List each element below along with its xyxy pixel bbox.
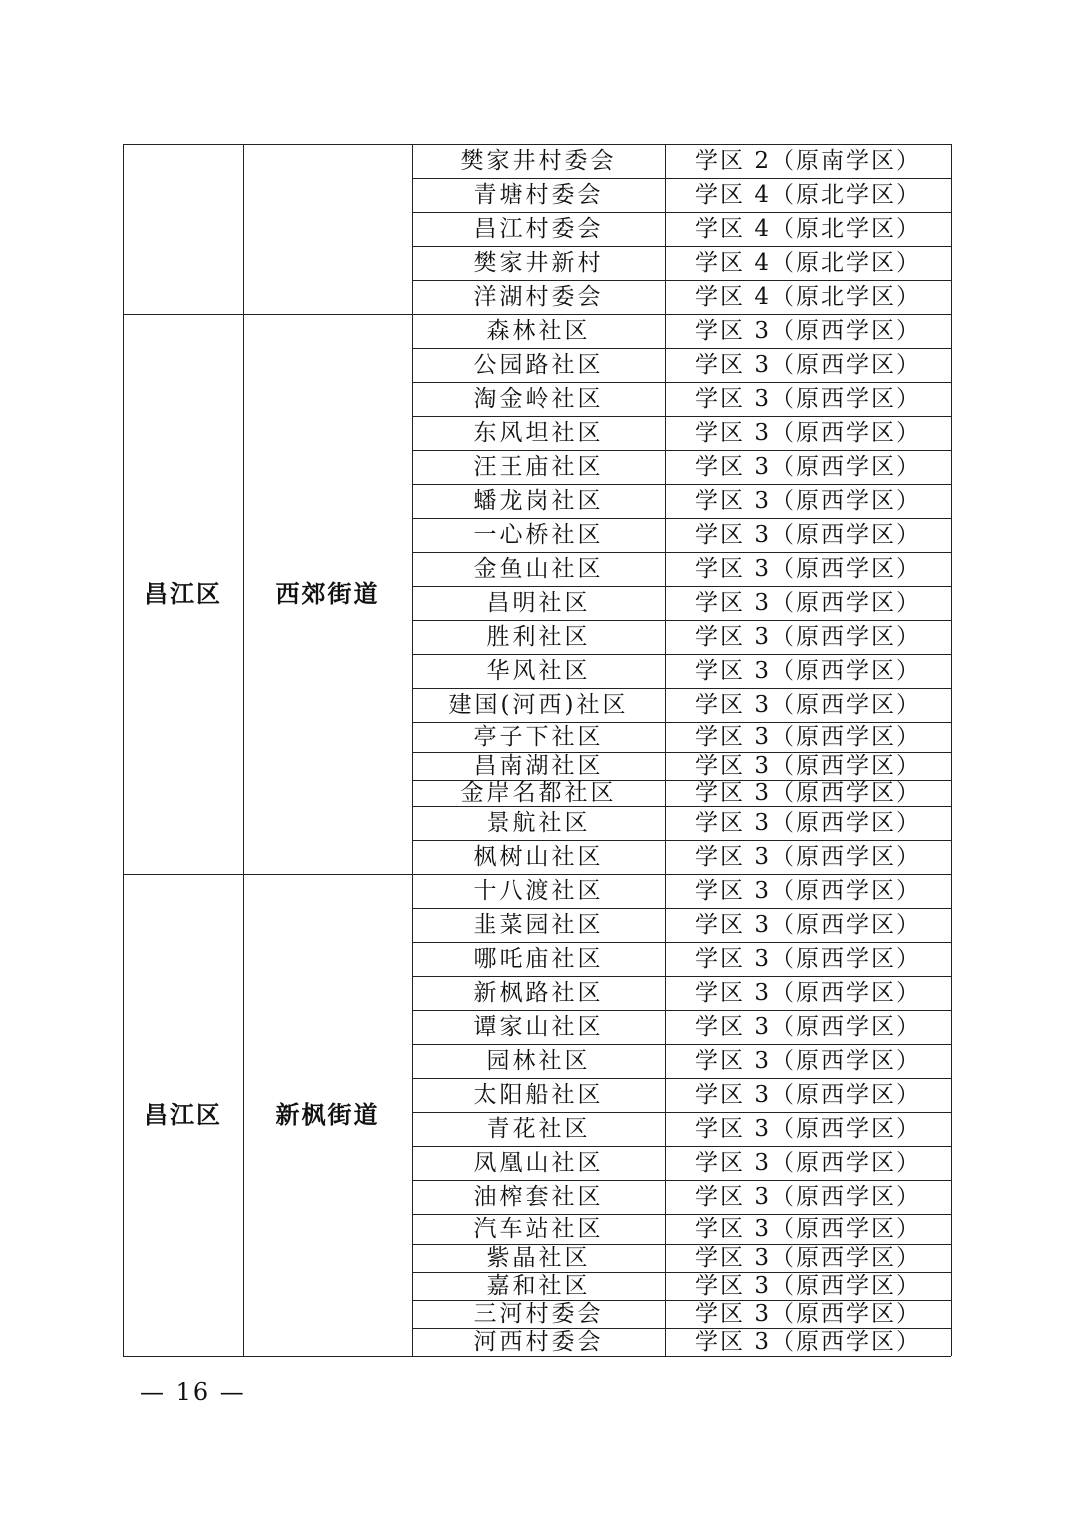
row-divider	[412, 1146, 951, 1147]
row-divider	[412, 1272, 951, 1273]
column-rule	[665, 144, 666, 1356]
community-cell: 太阳船社区	[473, 1081, 604, 1108]
school-zone-cell: 学区 4（原北学区）	[695, 249, 921, 276]
row-divider	[412, 1244, 951, 1245]
row-divider	[412, 942, 951, 943]
school-zone-cell: 学区 3（原西学区）	[695, 521, 921, 548]
community-cell: 建国(河西)社区	[448, 691, 629, 718]
school-zone-cell: 学区 3（原西学区）	[695, 1149, 921, 1176]
school-zone-cell: 学区 3（原西学区）	[695, 723, 921, 750]
community-cell: 华风社区	[486, 657, 591, 684]
school-zone-cell: 学区 4（原北学区）	[695, 181, 921, 208]
row-divider	[412, 688, 951, 689]
district-cell	[123, 144, 243, 314]
community-cell: 汪王庙社区	[473, 453, 604, 480]
page-number: — 16 —	[140, 1378, 246, 1406]
community-cell: 亭子下社区	[473, 723, 604, 750]
street-cell: 新枫街道	[275, 1100, 380, 1129]
community-cell: 十八渡社区	[473, 877, 604, 904]
community-cell: 三河村委会	[473, 1300, 604, 1327]
school-zone-cell: 学区 3（原西学区）	[695, 623, 921, 650]
school-zone-cell: 学区 3（原西学区）	[695, 877, 921, 904]
row-divider	[412, 1112, 951, 1113]
row-divider	[412, 752, 951, 753]
row-divider	[412, 908, 951, 909]
school-zone-cell: 学区 3（原西学区）	[695, 1047, 921, 1074]
row-divider	[412, 780, 951, 781]
school-zone-cell: 学区 3（原西学区）	[695, 1244, 921, 1271]
community-cell: 哪吒庙社区	[473, 945, 604, 972]
community-cell: 洋湖村委会	[473, 283, 604, 310]
row-divider	[412, 620, 951, 621]
column-rule	[123, 144, 124, 1356]
row-divider	[412, 178, 951, 179]
school-zone-cell: 学区 3（原西学区）	[695, 555, 921, 582]
school-zone-cell: 学区 4（原北学区）	[695, 283, 921, 310]
community-cell: 公园路社区	[473, 351, 604, 378]
school-zone-cell: 学区 3（原西学区）	[695, 979, 921, 1006]
community-cell: 汽车站社区	[473, 1215, 604, 1242]
school-zone-cell: 学区 3（原西学区）	[695, 691, 921, 718]
row-divider	[412, 212, 951, 213]
community-cell: 青花社区	[486, 1115, 591, 1142]
community-cell: 油榨套社区	[473, 1183, 604, 1210]
row-divider	[412, 654, 951, 655]
street-cell: 西郊街道	[275, 579, 380, 608]
row-divider	[412, 1300, 951, 1301]
community-cell: 昌江村委会	[473, 215, 604, 242]
school-zone-cell: 学区 3（原西学区）	[695, 419, 921, 446]
school-zone-cell: 学区 3（原西学区）	[695, 1272, 921, 1299]
school-zone-cell: 学区 2（原南学区）	[695, 147, 921, 174]
row-divider	[412, 280, 951, 281]
school-zone-cell: 学区 3（原西学区）	[695, 385, 921, 412]
row-divider	[412, 450, 951, 451]
row-divider	[412, 722, 951, 723]
row-divider	[412, 416, 951, 417]
community-cell: 金岸名都社区	[460, 780, 617, 806]
column-rule	[243, 144, 244, 1356]
district-cell: 昌江区	[144, 579, 222, 608]
community-cell: 园林社区	[486, 1047, 591, 1074]
community-cell: 金鱼山社区	[473, 555, 604, 582]
school-zone-cell: 学区 3（原西学区）	[695, 317, 921, 344]
row-divider	[412, 348, 951, 349]
community-cell: 枫树山社区	[473, 843, 604, 870]
community-cell: 韭菜园社区	[473, 911, 604, 938]
community-cell: 东风坦社区	[473, 419, 604, 446]
row-divider	[412, 246, 951, 247]
community-cell: 新枫路社区	[473, 979, 604, 1006]
community-cell: 樊家井新村	[473, 249, 604, 276]
school-zone-cell: 学区 3（原西学区）	[695, 1300, 921, 1327]
community-cell: 青塘村委会	[473, 181, 604, 208]
row-divider	[412, 518, 951, 519]
community-cell: 淘金岭社区	[473, 385, 604, 412]
row-divider	[412, 1010, 951, 1011]
community-cell: 樊家井村委会	[460, 147, 617, 174]
row-divider	[412, 806, 951, 807]
school-zone-cell: 学区 4（原北学区）	[695, 215, 921, 242]
community-cell: 河西村委会	[473, 1328, 604, 1355]
community-cell: 紫晶社区	[486, 1244, 591, 1271]
row-divider	[412, 1328, 951, 1329]
row-divider	[412, 1044, 951, 1045]
school-zone-cell: 学区 3（原西学区）	[695, 780, 921, 806]
row-divider	[412, 586, 951, 587]
school-zone-cell: 学区 3（原西学区）	[695, 752, 921, 779]
column-rule	[412, 144, 413, 1356]
district-cell: 昌江区	[144, 1100, 222, 1129]
school-zone-cell: 学区 3（原西学区）	[695, 911, 921, 938]
school-zone-cell: 学区 3（原西学区）	[695, 1215, 921, 1242]
community-cell: 蟠龙岗社区	[473, 487, 604, 514]
row-divider	[412, 840, 951, 841]
row-divider	[412, 552, 951, 553]
school-zone-cell: 学区 3（原西学区）	[695, 1183, 921, 1210]
school-zone-cell: 学区 3（原西学区）	[695, 945, 921, 972]
row-divider	[412, 976, 951, 977]
community-cell: 昌南湖社区	[473, 752, 604, 779]
community-cell: 凤凰山社区	[473, 1149, 604, 1176]
row-divider	[412, 1078, 951, 1079]
school-zone-cell: 学区 3（原西学区）	[695, 1081, 921, 1108]
row-divider	[412, 1180, 951, 1181]
community-cell: 谭家山社区	[473, 1013, 604, 1040]
community-cell: 嘉和社区	[486, 1272, 591, 1299]
school-zone-cell: 学区 3（原西学区）	[695, 1115, 921, 1142]
school-zone-cell: 学区 3（原西学区）	[695, 809, 921, 836]
row-divider	[412, 1214, 951, 1215]
school-zone-cell: 学区 3（原西学区）	[695, 1013, 921, 1040]
school-zone-cell: 学区 3（原西学区）	[695, 1328, 921, 1355]
row-divider	[412, 382, 951, 383]
row-divider	[412, 484, 951, 485]
community-cell: 昌明社区	[486, 589, 591, 616]
community-cell: 胜利社区	[486, 623, 591, 650]
street-cell	[243, 144, 412, 314]
school-zone-cell: 学区 3（原西学区）	[695, 487, 921, 514]
school-zone-cell: 学区 3（原西学区）	[695, 589, 921, 616]
column-rule	[951, 144, 952, 1356]
community-cell: 森林社区	[486, 317, 591, 344]
school-zone-cell: 学区 3（原西学区）	[695, 351, 921, 378]
school-zone-cell: 学区 3（原西学区）	[695, 453, 921, 480]
school-zone-cell: 学区 3（原西学区）	[695, 843, 921, 870]
community-cell: 景航社区	[486, 809, 591, 836]
community-cell: 一心桥社区	[473, 521, 604, 548]
group-bottom-border	[123, 1356, 951, 1357]
school-zone-cell: 学区 3（原西学区）	[695, 657, 921, 684]
